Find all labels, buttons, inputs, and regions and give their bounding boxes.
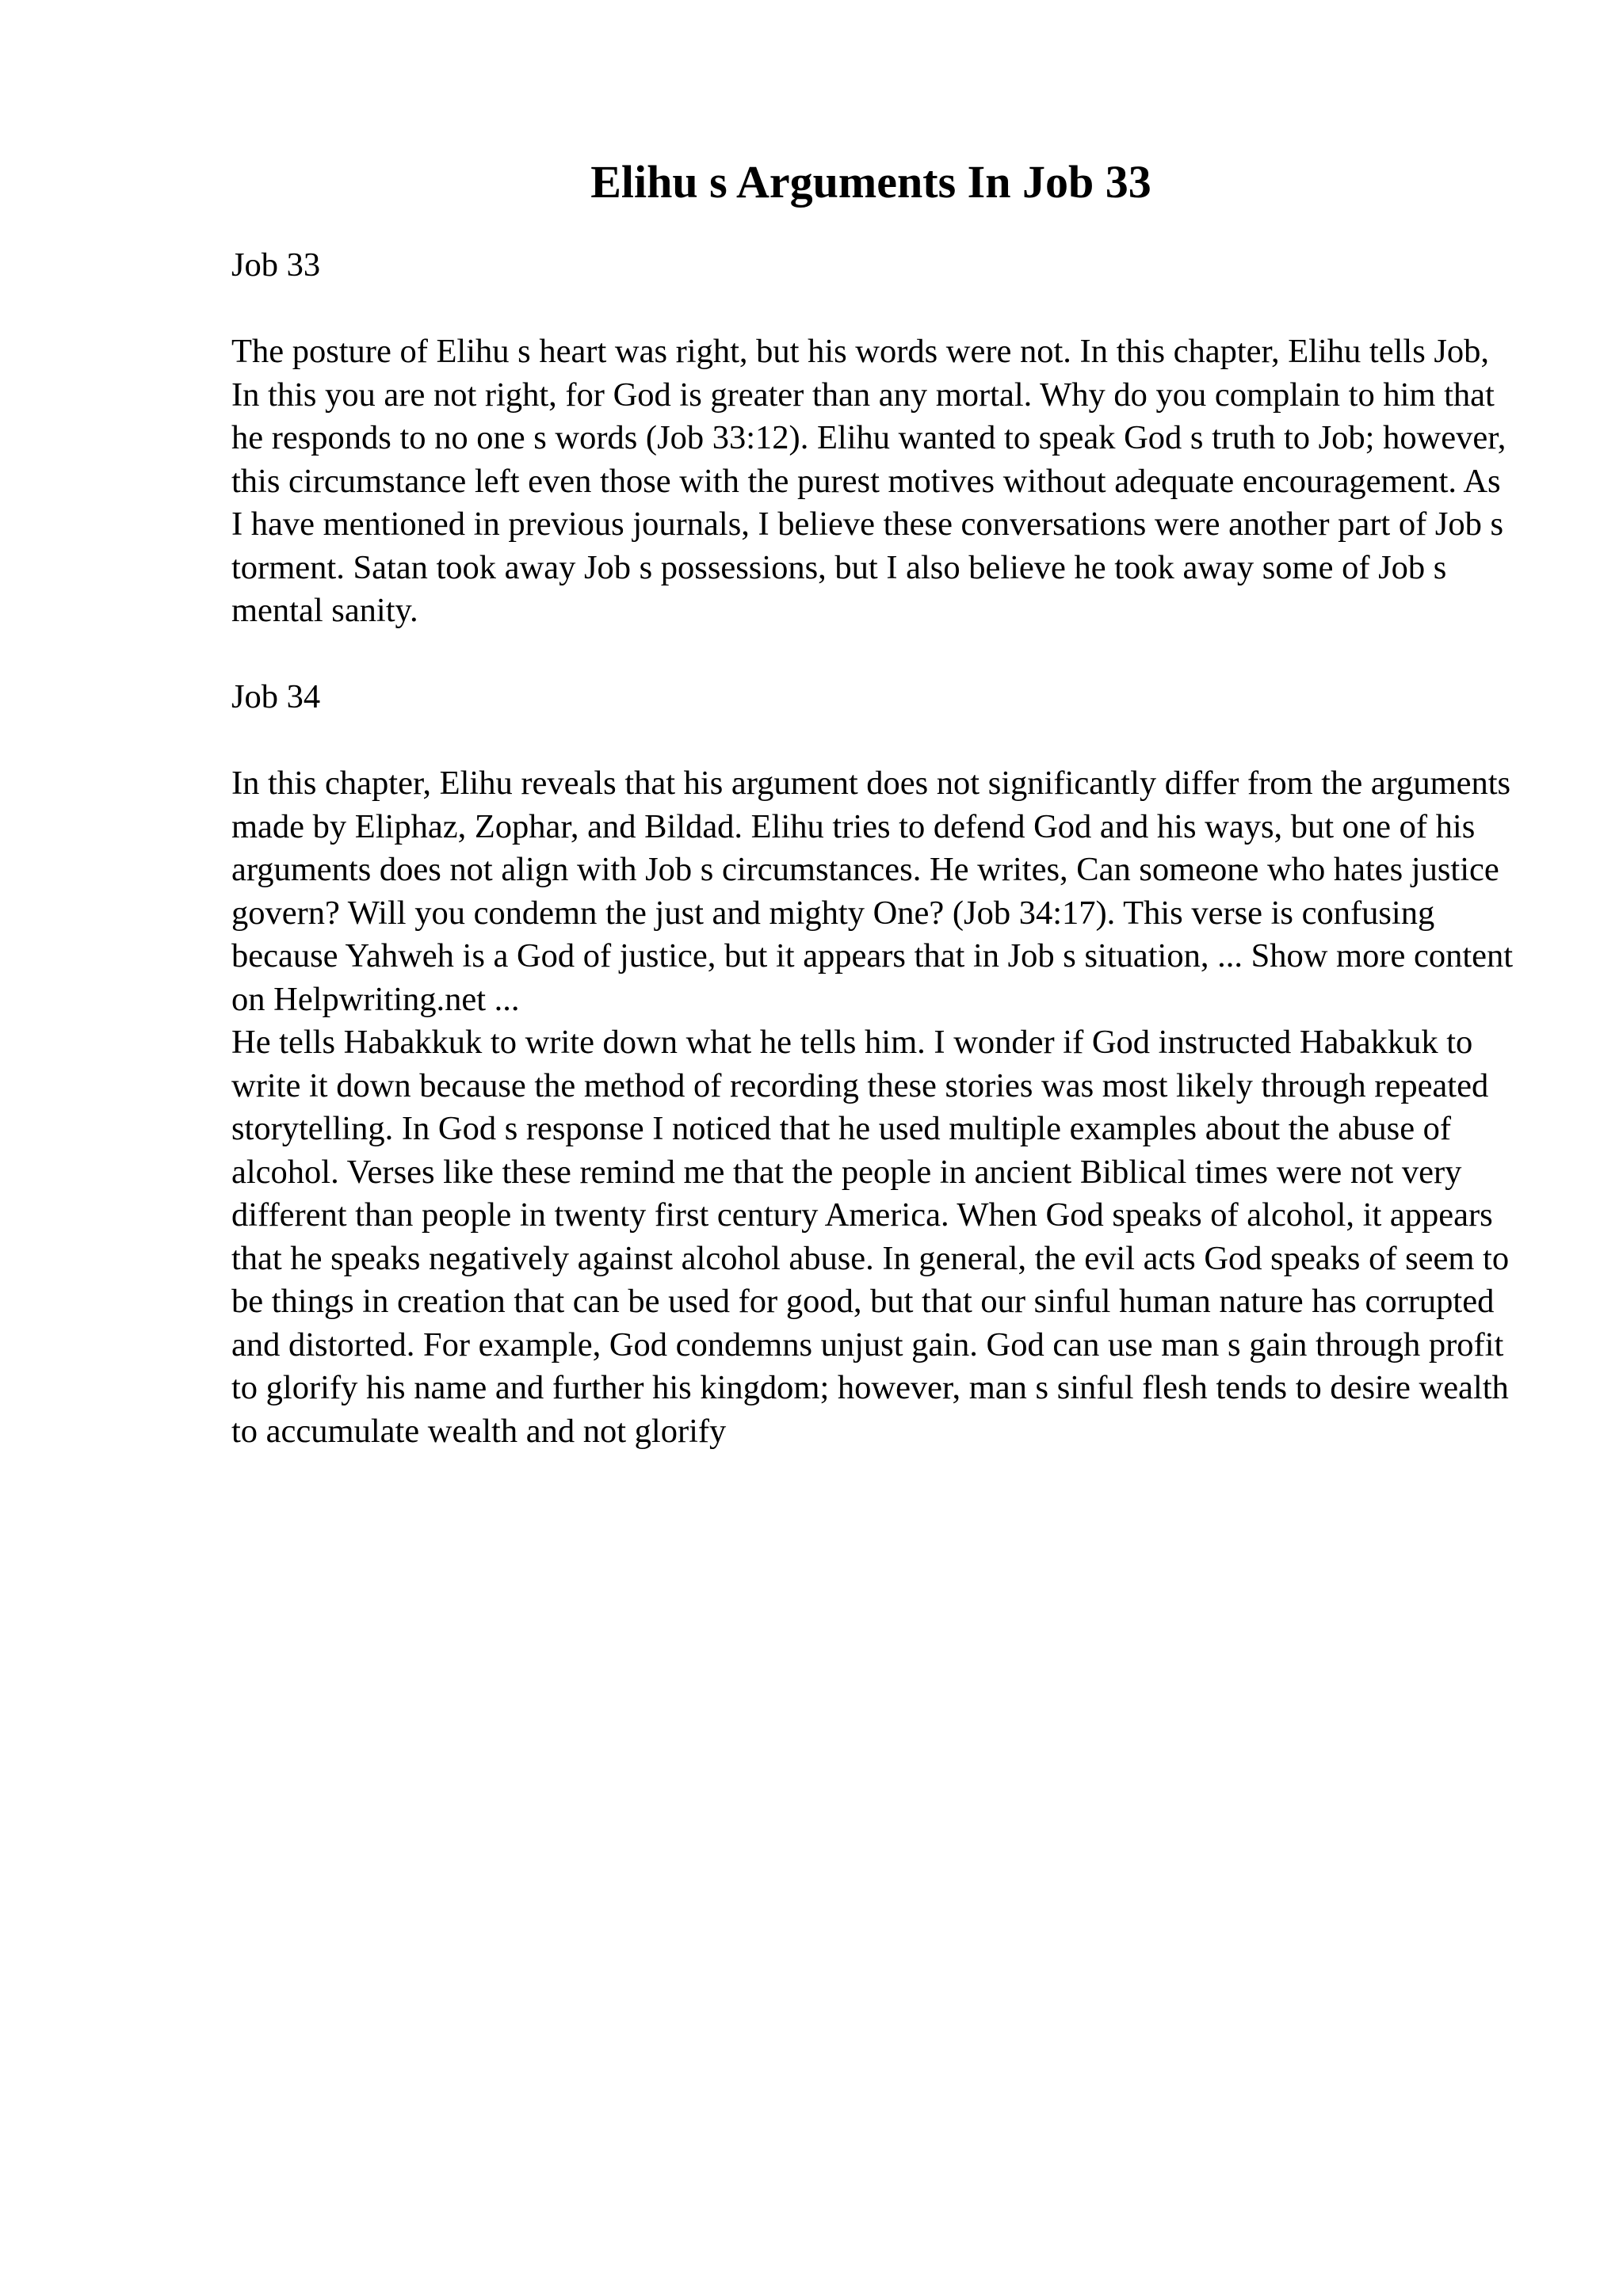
paragraph-spacer [231, 288, 1515, 331]
paragraph-habakkuk: He tells Habakkuk to write down what he tells him. I wonder if God instructed Habakkuk to write it down because the method of recording these stories was most likely through repeated storytelling. In God s response I noticed that he used multiple examples about the abuse of alcohol. Verses like these remind me that the people in ancient Biblical times were not very different than people in twenty first century America. When God speaks of alcohol, it appears that he speaks negatively against alcohol abuse. In general, the evil acts God speaks of seem to be things in creation that can be used for good, but that our sinful human nature has corrupted and distorted. For example, God condemns unjust gain. God can use man s gain through profit to glorify his name and further his kingdom; however, man s sinful flesh tends to desire wealth to accumulate wealth and not glorify [231, 1024, 1510, 1450]
document-body [231, 244, 1515, 1453]
document-title: Elihu s Arguments In Job 33 [590, 156, 1151, 208]
paragraph-job-34: In this chapter, Elihu reveals that his argument does not significantly differ from the arguments made by Eliphaz, Zophar, and Bildad. Elihu tries to defend God and his ways, but one of his arguments does not align with Job s circumstances. He writes, Can someone who hates justice govern? Will you condemn the just and mighty One? (Job 34:17). This verse is confusing because Yahweh is a God of justice, but it appears that in Job s situation, ... Show more content on Helpwriting.net ... [231, 765, 1514, 1018]
section-heading-job-34: Job 34 [231, 678, 321, 715]
paragraph-job-33: The posture of Elihu s heart was right, but his words were not. In this chapter, Elihu tells Job, In this you are not right, for God is greater than any mortal. Why do you complain to him that he responds to no one s words (Job 33:12). Elihu wanted to speak God s truth to Job; however, this circumstance left even those with the purest motives without adequate encouragement. As I have mentioned in previous journals, I believe these conversations were another part of Job s torment. Satan took away Job s possessions, but I also believe he took away some of Job s mental sanity. [231, 333, 1507, 629]
paragraph-spacer [231, 719, 1515, 763]
paragraph-spacer [231, 633, 1515, 677]
section-heading-job-33: Job 33 [231, 246, 321, 284]
